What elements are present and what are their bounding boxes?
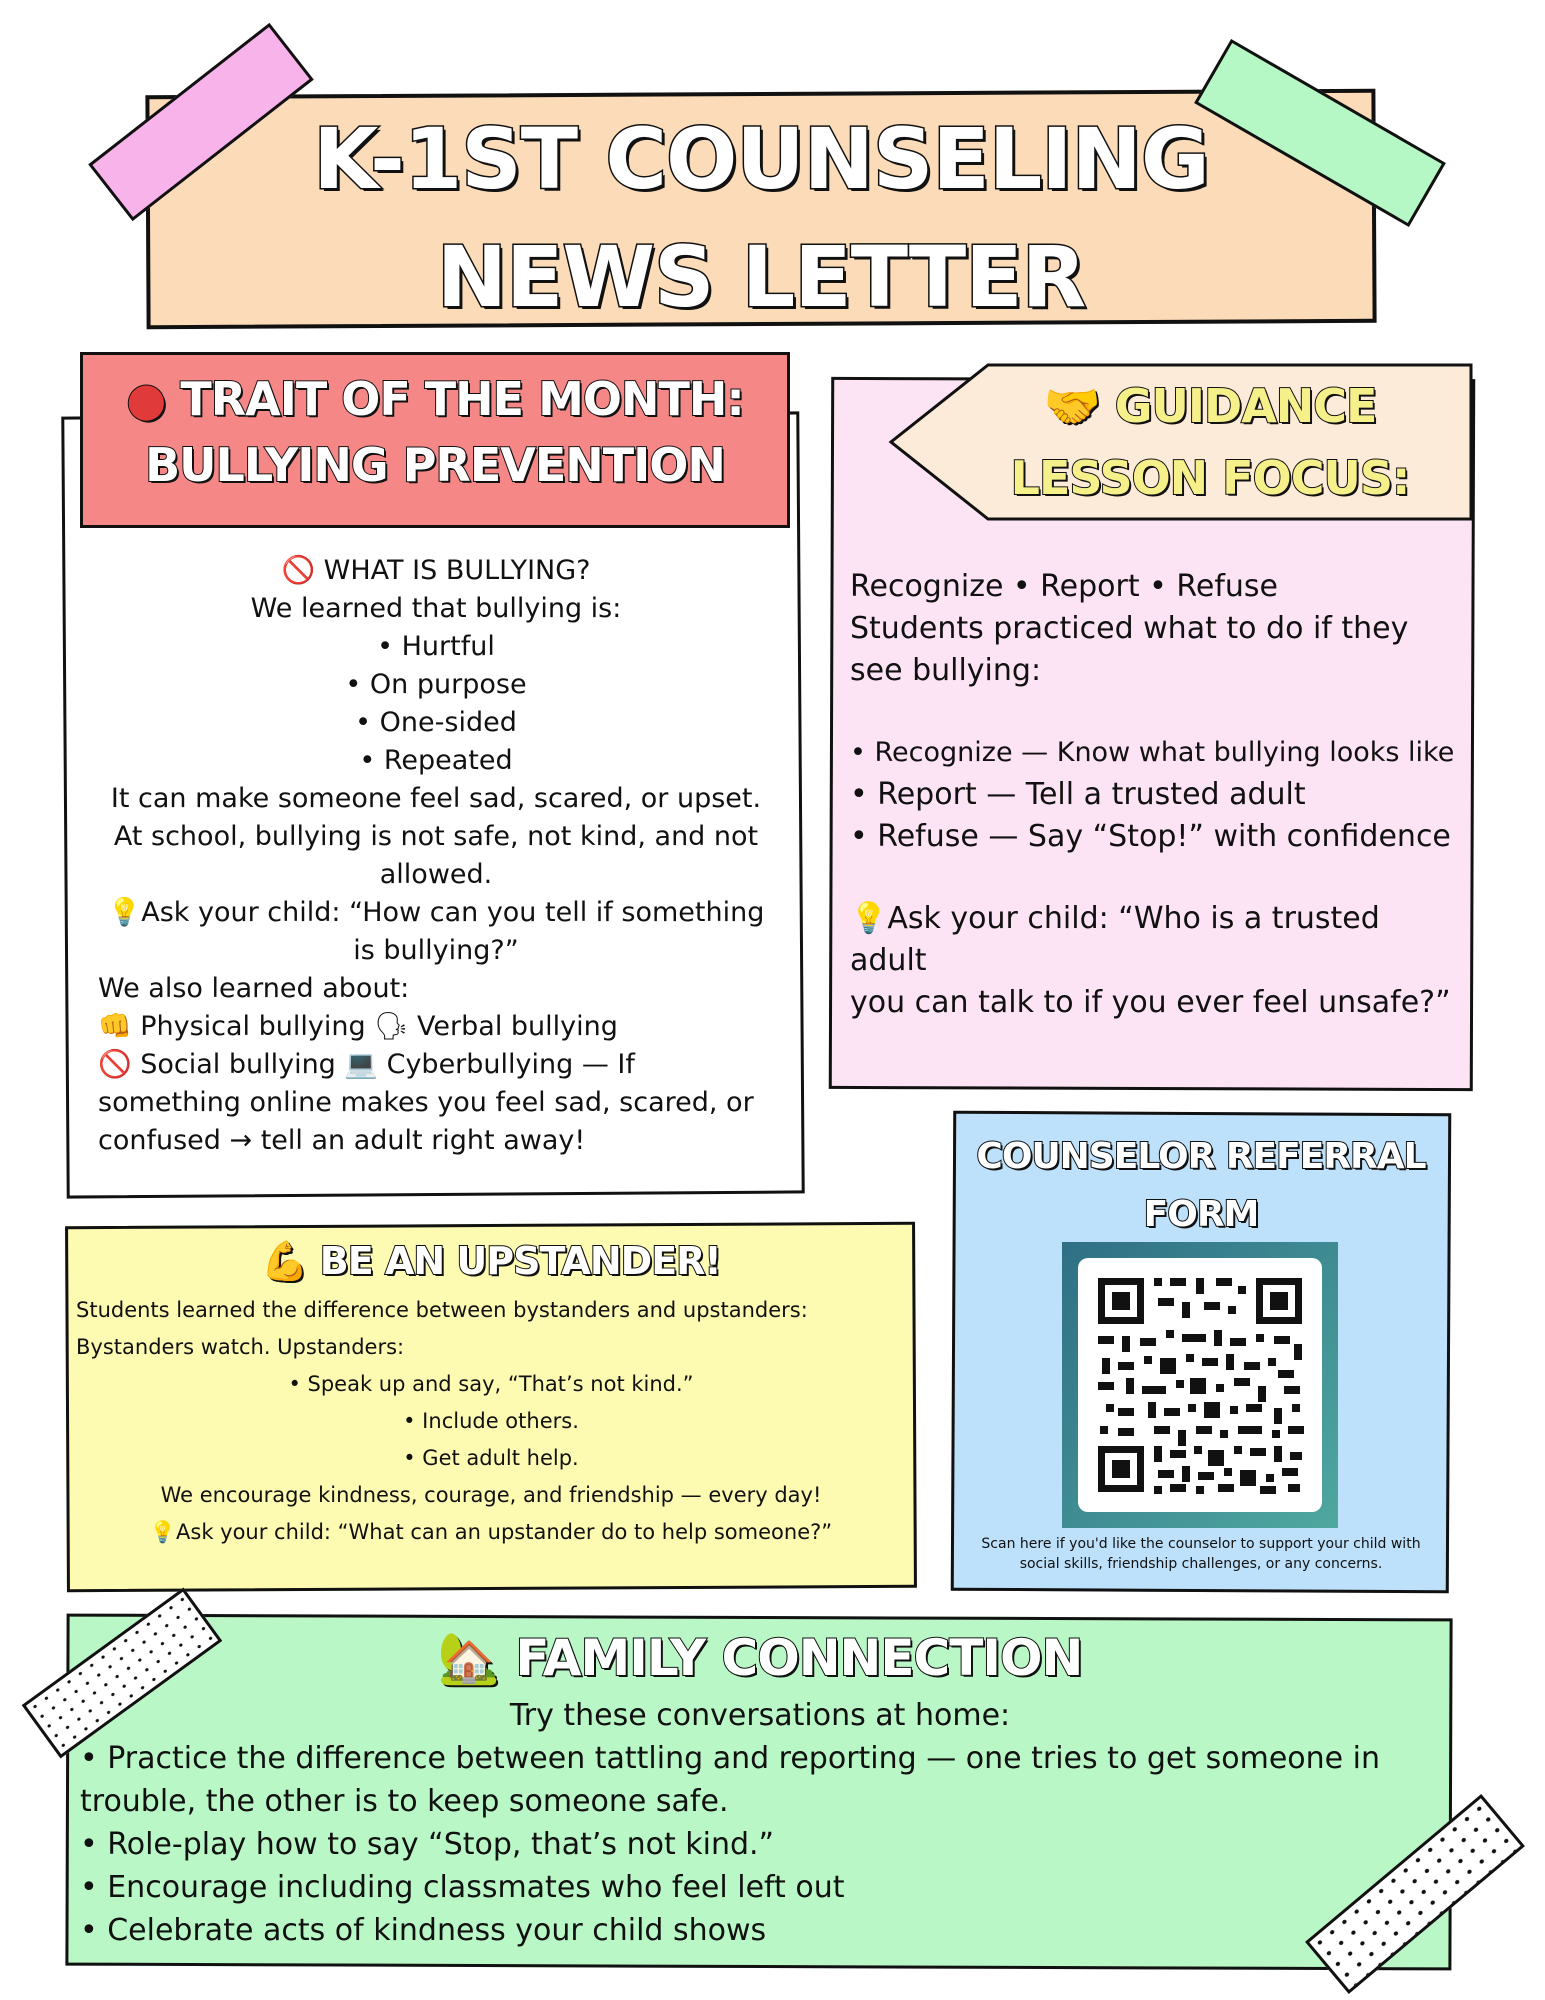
family-intro: Try these conversations at home: — [509, 1698, 1011, 1733]
title-line-2: NEWS LETTER — [436, 228, 1086, 326]
trait-line: • Hurtful — [377, 631, 495, 662]
trait-line: is bullying?” — [353, 935, 519, 966]
guidance-title-line-2: LESSON FOCUS: — [1010, 451, 1410, 505]
trait-line: At school, bullying is not safe, not kind, and not — [113, 821, 759, 852]
guidance-title-line-1: 🤝 GUIDANCE — [1043, 379, 1377, 433]
upstander-left-line: Bystanders watch. Upstanders: — [76, 1335, 405, 1359]
trait-line: allowed. — [379, 859, 493, 890]
guidance-title — [960, 370, 1460, 514]
family-line: • Practice the difference between tattling and reporting — one tries to get someone in — [80, 1741, 1381, 1776]
guidance-ask-line: 💡Ask your child: “Who is a trusted adult — [850, 901, 1380, 978]
referral-caption-line-1: Scan here if you'd like the counselor to support your child with — [981, 1536, 1421, 1552]
qr-code-frame[interactable] — [1062, 1242, 1338, 1528]
trait-line: We learned that bullying is: — [250, 593, 622, 624]
upstander-left-line: Students learned the difference between bystanders and upstanders: — [76, 1298, 808, 1322]
guidance-line: see bullying: — [850, 653, 1042, 688]
guidance-bullet: • Refuse — Say “Stop!” with confidence — [850, 819, 1451, 854]
referral-title-line-2: FORM — [1143, 1194, 1259, 1235]
trait-left-line: We also learned about: — [98, 973, 410, 1004]
trait-title — [80, 366, 790, 498]
balloon-icon: ● — [126, 372, 166, 426]
guidance-bullet: • Recognize — Know what bullying looks like — [850, 737, 1455, 768]
trait-left-line: confused → tell an adult right away! — [98, 1125, 586, 1156]
family-line: • Encourage including classmates who feel left out — [80, 1870, 845, 1905]
referral-title-line-1: COUNSELOR REFERRAL — [976, 1136, 1426, 1177]
referral-caption — [958, 1534, 1444, 1574]
trait-left-line: 🚫 Social bullying 💻 Cyberbullying — If — [98, 1049, 635, 1080]
referral-title — [952, 1128, 1450, 1244]
guidance-body — [850, 566, 1460, 1024]
trait-left-line: something online makes you feel sad, scared, or — [98, 1087, 754, 1118]
title-line-1: K-1ST COUNSELING — [313, 110, 1209, 208]
trait-title-line-2: BULLYING PREVENTION — [145, 438, 725, 492]
family-line: • Celebrate acts of kindness your child shows — [80, 1913, 767, 1948]
upstander-center-line: • Speak up and say, “That’s not kind.” — [288, 1372, 694, 1396]
trait-body — [96, 552, 776, 1160]
referral-caption-line-2: social skills, friendship challenges, or any concerns. — [1019, 1556, 1383, 1572]
trait-title-line-1: TRAIT OF THE MONTH: — [180, 372, 744, 426]
family-line: trouble, the other is to keep someone safe. — [80, 1784, 729, 1819]
upstander-center-line: • Get adult help. — [403, 1446, 579, 1470]
trait-line: It can make someone feel sad, scared, or upset. — [110, 783, 762, 814]
trait-left-line: 👊 Physical bullying 🗣 Verbal bullying — [98, 1011, 618, 1042]
guidance-bullet: • Report — Tell a trusted adult — [850, 777, 1306, 812]
trait-line: 💡Ask your child: “How can you tell if something — [107, 897, 765, 928]
trait-line: • One-sided — [355, 707, 517, 738]
trait-line: • On purpose — [345, 669, 527, 700]
upstander-title: 💪 BE AN UPSTANDER! — [261, 1239, 721, 1283]
family-content — [80, 1626, 1440, 1952]
trait-line: 🚫 WHAT IS BULLYING? — [281, 555, 591, 586]
guidance-ask-line: you can talk to if you ever feel unsafe?” — [850, 985, 1451, 1020]
family-line: • Role-play how to say “Stop, that’s not kind.” — [80, 1827, 775, 1862]
upstander-center-line: We encourage kindness, courage, and friendship — every day! — [160, 1483, 822, 1507]
trait-line: • Repeated — [359, 745, 513, 776]
upstander-center-line: • Include others. — [403, 1409, 579, 1433]
upstander-center-line: 💡Ask your child: “What can an upstander do to help someone?” — [149, 1520, 833, 1544]
qr-code-image — [1078, 1258, 1322, 1512]
upstander-content — [76, 1236, 906, 1551]
guidance-line: Recognize • Report • Refuse — [850, 569, 1278, 604]
newsletter-title — [146, 100, 1376, 330]
family-title: 🏡 FAMILY CONNECTION — [437, 1629, 1083, 1687]
guidance-line: Students practiced what to do if they — [850, 611, 1409, 646]
